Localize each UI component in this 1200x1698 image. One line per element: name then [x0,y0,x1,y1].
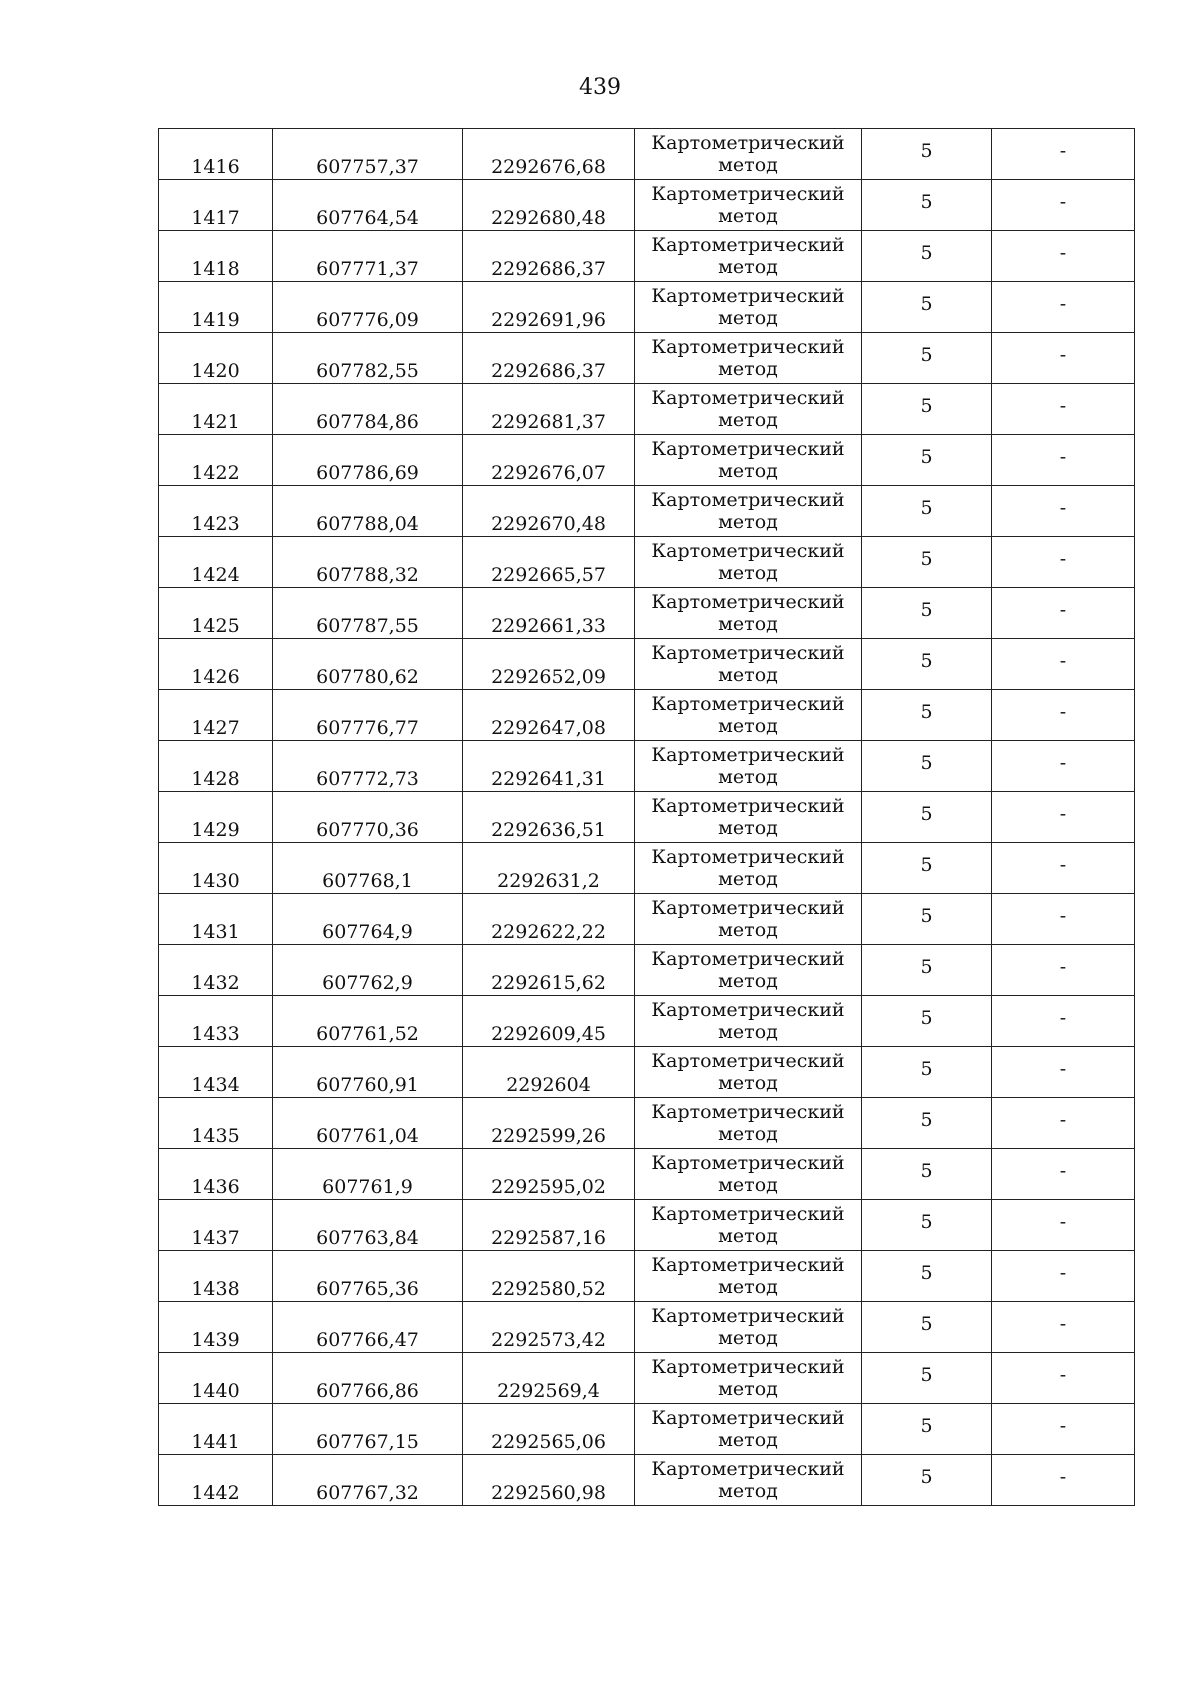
table-row [159,537,1135,588]
method-cell [635,1404,862,1455]
method-line-2: метод [718,1480,778,1502]
method-cell [635,1200,862,1251]
method-cell [635,639,862,690]
accuracy-cell: 5 [862,1353,992,1404]
method-line-1: Картометрический [651,336,845,358]
accuracy-cell: 5 [862,996,992,1047]
point-number-cell: 1422 [159,435,273,486]
accuracy-cell: 5 [862,792,992,843]
y-coordinate-cell: 2292686,37 [463,333,635,384]
x-coordinate-cell: 607776,77 [273,690,463,741]
method-line-2: метод [718,919,778,941]
method-line-1: Картометрический [651,489,845,511]
x-coordinate-cell: 607760,91 [273,1047,463,1098]
method-cell [635,588,862,639]
y-coordinate-cell: 2292587,16 [463,1200,635,1251]
note-cell: - [992,1353,1135,1404]
method-line-1: Картометрический [651,948,845,970]
table-row [159,996,1135,1047]
method-line-2: метод [718,256,778,278]
method-line-2: метод [718,460,778,482]
method-line-1: Картометрический [651,897,845,919]
x-coordinate-cell: 607771,37 [273,231,463,282]
point-number-cell: 1438 [159,1251,273,1302]
table-row [159,894,1135,945]
table-row [159,282,1135,333]
point-number-cell: 1435 [159,1098,273,1149]
table-row [159,129,1135,180]
table-row [159,945,1135,996]
note-cell: - [992,384,1135,435]
method-line-1: Картометрический [651,234,845,256]
point-number-cell: 1418 [159,231,273,282]
table-row [159,180,1135,231]
method-line-1: Картометрический [651,1356,845,1378]
note-cell: - [992,1455,1135,1506]
method-line-1: Картометрический [651,438,845,460]
accuracy-cell: 5 [862,384,992,435]
point-number-cell: 1430 [159,843,273,894]
point-number-cell: 1441 [159,1404,273,1455]
accuracy-cell: 5 [862,894,992,945]
note-cell: - [992,741,1135,792]
y-coordinate-cell: 2292565,06 [463,1404,635,1455]
method-line-1: Картометрический [651,744,845,766]
method-line-2: метод [718,511,778,533]
y-coordinate-cell: 2292647,08 [463,690,635,741]
method-line-2: метод [718,868,778,890]
point-number-cell: 1431 [159,894,273,945]
x-coordinate-cell: 607767,15 [273,1404,463,1455]
method-cell [635,894,862,945]
method-cell [635,486,862,537]
note-cell: - [992,792,1135,843]
y-coordinate-cell: 2292631,2 [463,843,635,894]
note-cell: - [992,486,1135,537]
x-coordinate-cell: 607784,86 [273,384,463,435]
method-line-1: Картометрический [651,285,845,307]
point-number-cell: 1421 [159,384,273,435]
note-cell: - [992,435,1135,486]
note-cell: - [992,1200,1135,1251]
table-row [159,1149,1135,1200]
point-number-cell: 1424 [159,537,273,588]
note-cell: - [992,945,1135,996]
point-number-cell: 1429 [159,792,273,843]
method-line-1: Картометрический [651,999,845,1021]
x-coordinate-cell: 607766,86 [273,1353,463,1404]
method-line-2: метод [718,1021,778,1043]
table-row [159,588,1135,639]
method-line-1: Картометрический [651,1050,845,1072]
table-row [159,435,1135,486]
point-number-cell: 1427 [159,690,273,741]
method-line-2: метод [718,664,778,686]
method-line-2: метод [718,613,778,635]
y-coordinate-cell: 2292622,22 [463,894,635,945]
note-cell: - [992,843,1135,894]
x-coordinate-cell: 607767,32 [273,1455,463,1506]
point-number-cell: 1433 [159,996,273,1047]
x-coordinate-cell: 607761,52 [273,996,463,1047]
y-coordinate-cell: 2292676,07 [463,435,635,486]
accuracy-cell: 5 [862,1149,992,1200]
method-line-1: Картометрический [651,795,845,817]
y-coordinate-cell: 2292580,52 [463,1251,635,1302]
accuracy-cell: 5 [862,537,992,588]
method-cell [635,1149,862,1200]
point-number-cell: 1434 [159,1047,273,1098]
table-row [159,792,1135,843]
table-row [159,333,1135,384]
x-coordinate-cell: 607782,55 [273,333,463,384]
point-number-cell: 1437 [159,1200,273,1251]
table-row [159,1047,1135,1098]
x-coordinate-cell: 607762,9 [273,945,463,996]
x-coordinate-cell: 607772,73 [273,741,463,792]
y-coordinate-cell: 2292595,02 [463,1149,635,1200]
accuracy-cell: 5 [862,690,992,741]
method-cell [635,945,862,996]
point-number-cell: 1425 [159,588,273,639]
note-cell: - [992,1251,1135,1302]
method-cell [635,996,862,1047]
accuracy-cell: 5 [862,1455,992,1506]
accuracy-cell: 5 [862,639,992,690]
method-line-1: Картометрический [651,1458,845,1480]
table-row [159,231,1135,282]
accuracy-cell: 5 [862,1200,992,1251]
accuracy-cell: 5 [862,1047,992,1098]
table-row [159,1455,1135,1506]
method-line-2: метод [718,715,778,737]
point-number-cell: 1416 [159,129,273,180]
table-row [159,384,1135,435]
y-coordinate-cell: 2292670,48 [463,486,635,537]
y-coordinate-cell: 2292604 [463,1047,635,1098]
method-line-1: Картометрический [651,132,845,154]
note-cell: - [992,1302,1135,1353]
point-number-cell: 1436 [159,1149,273,1200]
x-coordinate-cell: 607764,54 [273,180,463,231]
note-cell: - [992,588,1135,639]
note-cell: - [992,231,1135,282]
accuracy-cell: 5 [862,129,992,180]
note-cell: - [992,996,1135,1047]
table-row [159,1098,1135,1149]
accuracy-cell: 5 [862,333,992,384]
table-row [159,690,1135,741]
table-row [159,843,1135,894]
y-coordinate-cell: 2292609,45 [463,996,635,1047]
point-number-cell: 1428 [159,741,273,792]
method-cell [635,1047,862,1098]
accuracy-cell: 5 [862,231,992,282]
method-cell [635,537,862,588]
method-line-2: метод [718,1123,778,1145]
method-line-2: метод [718,1276,778,1298]
method-line-1: Картометрический [651,183,845,205]
method-line-1: Картометрический [651,1305,845,1327]
method-cell [635,690,862,741]
note-cell: - [992,282,1135,333]
y-coordinate-cell: 2292661,33 [463,588,635,639]
accuracy-cell: 5 [862,1098,992,1149]
x-coordinate-cell: 607788,04 [273,486,463,537]
x-coordinate-cell: 607761,9 [273,1149,463,1200]
method-cell [635,1251,862,1302]
page-number: 439 [579,75,621,100]
table-body [159,129,1135,1506]
accuracy-cell: 5 [862,282,992,333]
y-coordinate-cell: 2292680,48 [463,180,635,231]
y-coordinate-cell: 2292665,57 [463,537,635,588]
x-coordinate-cell: 607765,36 [273,1251,463,1302]
method-line-2: метод [718,154,778,176]
table-row [159,1251,1135,1302]
x-coordinate-cell: 607764,9 [273,894,463,945]
note-cell: - [992,537,1135,588]
y-coordinate-cell: 2292573,42 [463,1302,635,1353]
method-cell [635,129,862,180]
method-cell [635,180,862,231]
y-coordinate-cell: 2292560,98 [463,1455,635,1506]
method-line-2: метод [718,1225,778,1247]
table-row [159,639,1135,690]
coordinates-table [158,128,1135,1506]
note-cell: - [992,1149,1135,1200]
point-number-cell: 1417 [159,180,273,231]
x-coordinate-cell: 607788,32 [273,537,463,588]
table-row [159,741,1135,792]
y-coordinate-cell: 2292636,51 [463,792,635,843]
method-line-1: Картометрический [651,1203,845,1225]
x-coordinate-cell: 607770,36 [273,792,463,843]
method-cell [635,1455,862,1506]
note-cell: - [992,129,1135,180]
method-line-2: метод [718,1174,778,1196]
x-coordinate-cell: 607766,47 [273,1302,463,1353]
note-cell: - [992,1404,1135,1455]
x-coordinate-cell: 607761,04 [273,1098,463,1149]
y-coordinate-cell: 2292691,96 [463,282,635,333]
method-line-1: Картометрический [651,1152,845,1174]
accuracy-cell: 5 [862,180,992,231]
point-number-cell: 1426 [159,639,273,690]
accuracy-cell: 5 [862,843,992,894]
note-cell: - [992,333,1135,384]
method-line-1: Картометрический [651,846,845,868]
method-line-2: метод [718,307,778,329]
table-row [159,1404,1135,1455]
y-coordinate-cell: 2292686,37 [463,231,635,282]
y-coordinate-cell: 2292641,31 [463,741,635,792]
y-coordinate-cell: 2292599,26 [463,1098,635,1149]
note-cell: - [992,1098,1135,1149]
x-coordinate-cell: 607780,62 [273,639,463,690]
method-line-2: метод [718,970,778,992]
point-number-cell: 1419 [159,282,273,333]
note-cell: - [992,690,1135,741]
accuracy-cell: 5 [862,486,992,537]
table-row [159,1302,1135,1353]
method-line-1: Картометрический [651,1254,845,1276]
method-cell [635,1302,862,1353]
method-line-2: метод [718,1327,778,1349]
method-cell [635,231,862,282]
method-line-1: Картометрический [651,693,845,715]
accuracy-cell: 5 [862,1302,992,1353]
method-line-2: метод [718,1378,778,1400]
accuracy-cell: 5 [862,435,992,486]
method-cell [635,384,862,435]
method-line-1: Картометрический [651,1101,845,1123]
method-cell [635,792,862,843]
x-coordinate-cell: 607768,1 [273,843,463,894]
y-coordinate-cell: 2292569,4 [463,1353,635,1404]
method-cell [635,282,862,333]
method-cell [635,435,862,486]
x-coordinate-cell: 607763,84 [273,1200,463,1251]
point-number-cell: 1423 [159,486,273,537]
method-cell [635,1098,862,1149]
method-line-2: метод [718,1072,778,1094]
accuracy-cell: 5 [862,945,992,996]
method-line-2: метод [718,358,778,380]
method-line-1: Картометрический [651,540,845,562]
accuracy-cell: 5 [862,588,992,639]
point-number-cell: 1420 [159,333,273,384]
method-line-1: Картометрический [651,642,845,664]
method-line-2: метод [718,205,778,227]
method-line-2: метод [718,409,778,431]
method-cell [635,741,862,792]
note-cell: - [992,180,1135,231]
x-coordinate-cell: 607786,69 [273,435,463,486]
note-cell: - [992,894,1135,945]
y-coordinate-cell: 2292615,62 [463,945,635,996]
x-coordinate-cell: 607776,09 [273,282,463,333]
method-line-2: метод [718,817,778,839]
x-coordinate-cell: 607757,37 [273,129,463,180]
point-number-cell: 1439 [159,1302,273,1353]
point-number-cell: 1432 [159,945,273,996]
x-coordinate-cell: 607787,55 [273,588,463,639]
method-line-1: Картометрический [651,1407,845,1429]
note-cell: - [992,639,1135,690]
table-row [159,1200,1135,1251]
note-cell: - [992,1047,1135,1098]
accuracy-cell: 5 [862,1404,992,1455]
method-line-1: Картометрический [651,591,845,613]
method-line-2: метод [718,562,778,584]
accuracy-cell: 5 [862,741,992,792]
method-cell [635,843,862,894]
method-line-1: Картометрический [651,387,845,409]
method-line-2: метод [718,766,778,788]
point-number-cell: 1442 [159,1455,273,1506]
method-cell [635,1353,862,1404]
y-coordinate-cell: 2292676,68 [463,129,635,180]
y-coordinate-cell: 2292652,09 [463,639,635,690]
method-cell [635,333,862,384]
table-row [159,486,1135,537]
y-coordinate-cell: 2292681,37 [463,384,635,435]
method-line-2: метод [718,1429,778,1451]
point-number-cell: 1440 [159,1353,273,1404]
table-row [159,1353,1135,1404]
accuracy-cell: 5 [862,1251,992,1302]
